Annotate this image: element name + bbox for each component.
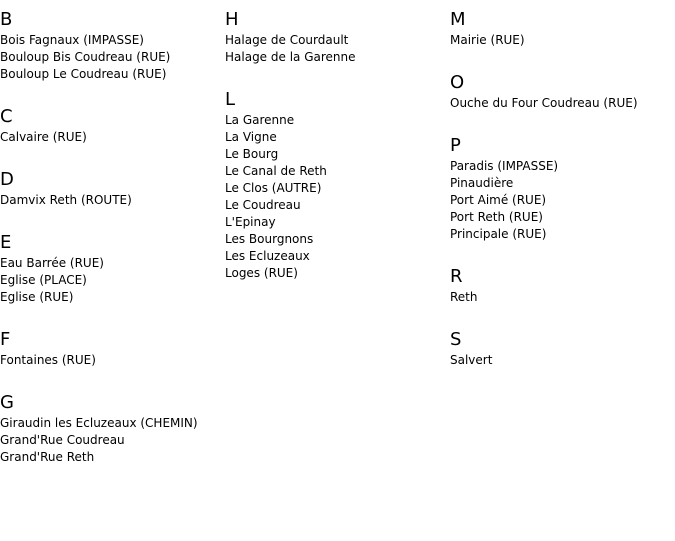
street-list (450, 30, 675, 49)
index-column-1 (0, 0, 225, 466)
letter-heading: L (225, 89, 236, 110)
letter-heading: O (450, 72, 465, 93)
letter-group-b (0, 0, 225, 97)
street-link[interactable]: Le Coudreau (225, 198, 301, 212)
letter-group-c (0, 97, 225, 160)
letter-group-s (450, 320, 675, 369)
street-link[interactable]: Bouloup Le Coudreau (RUE) (0, 67, 167, 81)
street-list (450, 156, 675, 243)
letter-group-d (0, 160, 225, 223)
letter-group-e (0, 223, 225, 320)
street-link[interactable]: La Garenne (225, 113, 295, 127)
street-link[interactable]: Les Bourgnons (225, 232, 314, 246)
street-link[interactable]: Le Canal de Reth (225, 164, 327, 178)
street-list (450, 93, 675, 112)
street-list (0, 413, 225, 466)
letter-heading: E (0, 232, 12, 253)
street-link[interactable]: Port Reth (RUE) (450, 210, 543, 224)
street-link[interactable]: Les Ecluzeaux (225, 249, 310, 263)
letter-heading: G (0, 392, 14, 413)
street-link[interactable]: Halage de Courdault (225, 33, 349, 47)
letter-heading: H (225, 9, 239, 30)
street-list (225, 110, 450, 282)
index-column-3 (450, 0, 675, 369)
street-link[interactable]: Paradis (IMPASSE) (450, 159, 559, 173)
street-link[interactable]: La Vigne (225, 130, 277, 144)
street-link[interactable]: Grand'Rue Reth (0, 450, 95, 464)
street-link[interactable]: Damvix Reth (ROUTE) (0, 193, 132, 207)
street-link[interactable]: Port Aimé (RUE) (450, 193, 547, 207)
street-list (0, 127, 225, 146)
street-link[interactable]: Bois Fagnaux (IMPASSE) (0, 33, 144, 47)
letter-group-o (450, 63, 675, 126)
street-link[interactable]: Eau Barrée (RUE) (0, 256, 104, 270)
street-list (450, 350, 675, 369)
street-link[interactable]: Eglise (PLACE) (0, 273, 87, 287)
street-list (0, 350, 225, 369)
street-link[interactable]: Principale (RUE) (450, 227, 547, 241)
street-link[interactable]: Le Clos (AUTRE) (225, 181, 322, 195)
letter-group-f (0, 320, 225, 383)
street-list (225, 30, 450, 66)
street-link[interactable]: Giraudin les Ecluzeaux (CHEMIN) (0, 416, 198, 430)
letter-heading: M (450, 9, 466, 30)
letter-heading: D (0, 169, 14, 190)
street-link[interactable]: Ouche du Four Coudreau (RUE) (450, 96, 638, 110)
letter-heading: R (450, 266, 463, 287)
letter-group-g (0, 383, 225, 466)
letter-heading: F (0, 329, 11, 350)
street-link[interactable]: Le Bourg (225, 147, 279, 161)
street-link[interactable]: Calvaire (RUE) (0, 130, 87, 144)
street-link[interactable]: Mairie (RUE) (450, 33, 525, 47)
letter-group-h (225, 0, 450, 80)
index-column-2 (225, 0, 450, 282)
street-list (0, 253, 225, 306)
letter-heading: B (0, 9, 13, 30)
street-link[interactable]: Halage de la Garenne (225, 50, 356, 64)
street-link[interactable]: Loges (RUE) (225, 266, 298, 280)
street-link[interactable]: Bouloup Bis Coudreau (RUE) (0, 50, 171, 64)
street-link[interactable]: Salvert (450, 353, 493, 367)
letter-heading: S (450, 329, 462, 350)
letter-group-l (225, 80, 450, 282)
letter-group-p (450, 126, 675, 257)
street-link[interactable]: Pinaudière (450, 176, 514, 190)
street-link[interactable]: Grand'Rue Coudreau (0, 433, 125, 447)
street-list (0, 30, 225, 83)
street-link[interactable]: Reth (450, 290, 478, 304)
letter-heading: P (450, 135, 461, 156)
letter-group-m (450, 0, 675, 63)
street-link[interactable]: Eglise (RUE) (0, 290, 74, 304)
letter-heading: C (0, 106, 13, 127)
street-link[interactable]: L'Epinay (225, 215, 276, 229)
street-link[interactable]: Fontaines (RUE) (0, 353, 96, 367)
street-list (0, 190, 225, 209)
letter-group-r (450, 257, 675, 320)
street-list (450, 287, 675, 306)
